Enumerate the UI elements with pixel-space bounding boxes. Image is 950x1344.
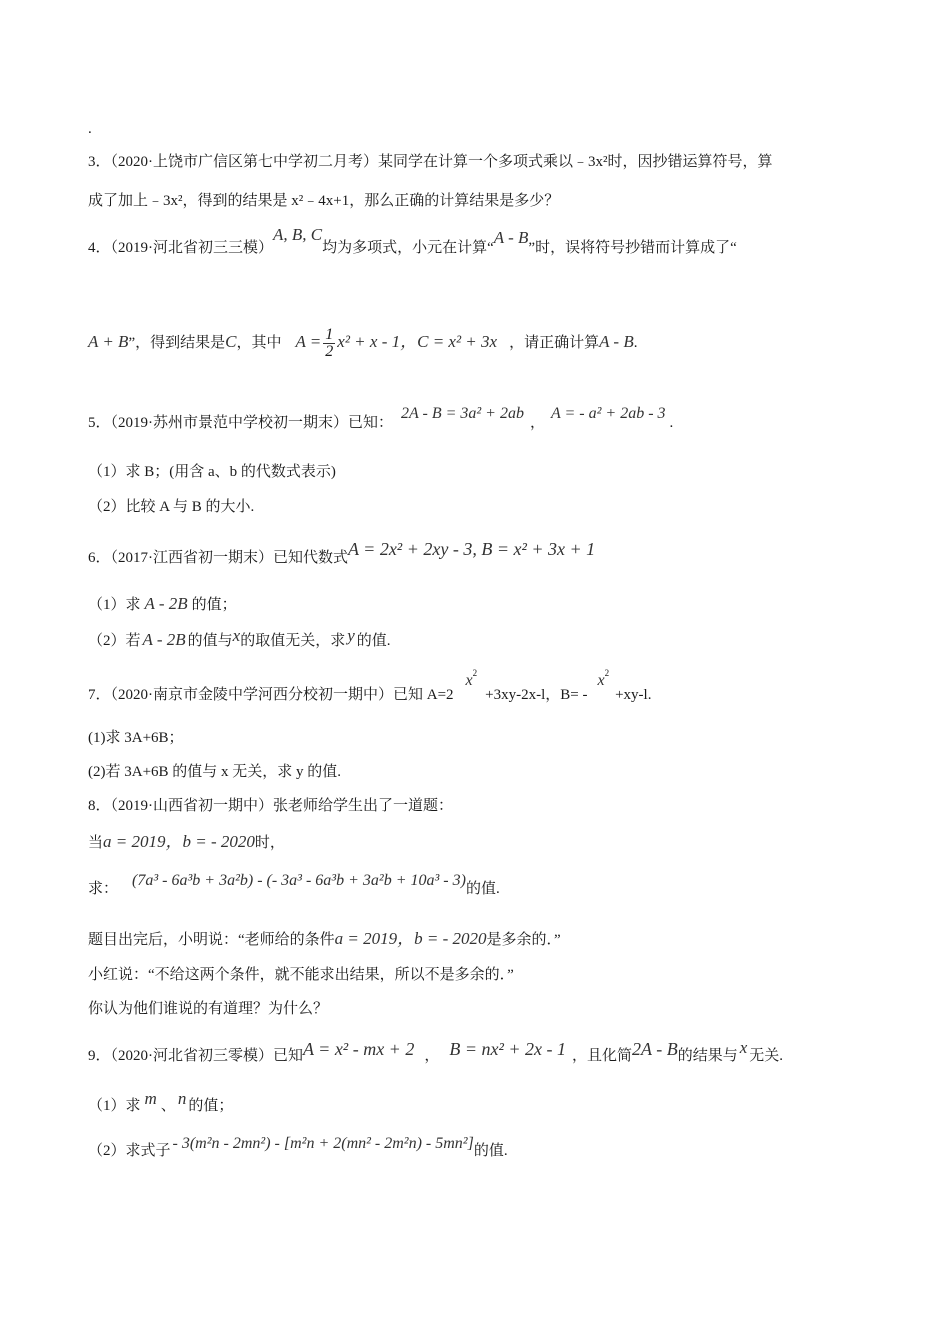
q9-sep: ， xyxy=(424,1048,440,1064)
q6-p1-expr: A - 2B xyxy=(144,594,188,613)
q8-ask xyxy=(88,872,500,900)
q8-question: 你认为他们谁说的有道理？为什么？ xyxy=(88,1001,329,1017)
q5-end: . xyxy=(669,415,674,431)
q9-p1-sep: 、 xyxy=(160,1098,176,1114)
q4-vars: A, B, C xyxy=(273,225,323,244)
q4-c-eq: C = x² + 3x xyxy=(417,332,498,351)
q5-line1 xyxy=(88,405,674,434)
q7-sup1: 2 xyxy=(472,668,478,678)
q6-part2 xyxy=(88,626,391,652)
q9-m: m xyxy=(144,1089,157,1108)
q4-l2a: ”，得到结果是 xyxy=(128,335,226,351)
q7-x2: x xyxy=(597,672,605,689)
q8-cond-a: 当 xyxy=(88,835,104,851)
q5-prefix: 5．（2019·苏州市景范中学校初一期末）已知： xyxy=(88,415,393,431)
q4-fraction: $\frac{1}{2}$ xyxy=(325,326,334,361)
q6-p2-expr: A - 2B xyxy=(142,630,186,649)
q7-line1 xyxy=(88,668,652,706)
q8-ming-a: 题目出完后，小明说：“老师给的条件 xyxy=(88,932,335,948)
q8-cond-expr: a = 2019，b = - 2020 xyxy=(103,832,255,851)
q7-part2: (2)若 3A+6B 的值与 x 无关，求 y 的值. xyxy=(88,764,342,780)
q6-p2-y: y xyxy=(347,626,355,645)
q4-a-rest: x² + x - 1， xyxy=(337,332,418,351)
q6-p1a: （1）求 xyxy=(88,597,141,613)
q6-p2d: 的值. xyxy=(356,633,391,649)
q6-prefix: 6．（2017·江西省初一期末）已知代数式 xyxy=(88,550,348,566)
q5-sep: ， xyxy=(529,415,545,431)
q4-l2c: ，请正确计算 xyxy=(509,335,600,351)
q7-end: +xy-l. xyxy=(615,687,652,703)
q5-eq2: A = - a² + 2ab - 3 xyxy=(551,405,666,422)
q4-suffix: ”时，误将符号抄错而计算成了“ xyxy=(528,240,737,256)
q5-part1: （1）求 B；(用含 a、b 的代数式表示) xyxy=(88,464,336,480)
q6-line1 xyxy=(88,539,596,569)
q9-p2-expr: - 3(m²n - 2mn²) - [m²n + 2(mn² - 2m²n) - 5mn²] xyxy=(172,1135,474,1152)
q6-p1b: 的值； xyxy=(191,597,237,613)
q7-mid: +3xy-2x-l，B= - xyxy=(485,687,588,703)
q4-end: . xyxy=(633,335,638,351)
q8-ming-b: 是多余的．” xyxy=(486,932,561,948)
q4-expr3: A - B xyxy=(599,332,634,351)
q9-part1 xyxy=(88,1089,234,1117)
q9-mid: ，且化简 xyxy=(572,1048,633,1064)
q7-sup2: 2 xyxy=(604,668,610,678)
q8-ming xyxy=(88,928,561,951)
q8-cond-b: 时， xyxy=(254,835,285,851)
q7-x1: x xyxy=(465,672,473,689)
q4-expr2: A + B xyxy=(88,332,129,351)
leading-dot: . xyxy=(88,121,92,137)
q8-hong: 小红说：“不给这两个条件，就不能求出结果，所以不是多余的．” xyxy=(88,967,514,983)
q9-eq1: A = x² - mx + 2 xyxy=(303,1039,415,1059)
q9-p2a: （2）求式子 xyxy=(88,1143,171,1159)
q4-c: C xyxy=(225,332,237,351)
q8-ask-end: 的值. xyxy=(465,881,500,897)
q7-part1: (1)求 3A+6B； xyxy=(88,730,184,746)
q9-n: n xyxy=(177,1089,187,1108)
q8-expr: (7a³ - 6a³b + 3a²b) - (- 3a³ - 6a³b + 3a²b + 10a³ - 3) xyxy=(132,872,466,889)
q4-line2 xyxy=(88,322,637,363)
q4-l2b: ，其中 xyxy=(236,335,282,351)
q9-x: x xyxy=(739,1038,748,1057)
q6-p2c: 的取值无关，求 xyxy=(240,633,346,649)
q9-mid2: 的结果与 xyxy=(677,1048,738,1064)
q6-p2a: （2）若 xyxy=(88,633,141,649)
q9-prefix: 9．（2020·河北省初三零模）已知 xyxy=(88,1048,303,1064)
q9-p1b: 的值； xyxy=(188,1098,234,1114)
q9-p1a: （1）求 xyxy=(88,1098,141,1114)
q9-eq2: B = nx² + 2x - 1 xyxy=(449,1039,567,1059)
q4-expr1: A - B xyxy=(493,228,529,247)
q6-part1 xyxy=(88,593,237,616)
q9-p2b: 的值. xyxy=(473,1143,508,1159)
q4-a-eq: A = xyxy=(295,332,322,351)
q8-ask-label: 求： xyxy=(88,881,119,897)
q7-prefix: 7．（2020·南京市金陵中学河西分校初一期中）已知 A=2 xyxy=(88,687,454,703)
q6-expr: A = 2x² + 2xy - 3, B = x² + 3x + 1 xyxy=(348,539,596,559)
q9-expr: 2A - B xyxy=(632,1039,678,1059)
q3-line1: 3．（2020·上饶市广信区第七中学初二月考）某同学在计算一个多项式乘以﹣3x²时，因抄错运算符号，算 xyxy=(88,154,773,170)
q9-part2 xyxy=(88,1135,508,1162)
q8-line1: 8．（2019·山西省初一期中）张老师给学生出了一道题： xyxy=(88,798,453,814)
q6-p2-x: x xyxy=(232,626,241,645)
q4-prefix: 4．（2019·河北省初三三模） xyxy=(88,240,273,256)
q5-part2: （2）比较 A 与 B 的大小. xyxy=(88,499,255,515)
q8-ming-expr: a = 2019，b = - 2020 xyxy=(334,929,487,948)
q4-line1 xyxy=(88,225,737,259)
q4-mid: 均为多项式，小元在计算“ xyxy=(322,240,494,256)
q8-condition xyxy=(88,831,285,854)
q5-eq1: 2A - B = 3a² + 2ab xyxy=(401,405,524,422)
q6-p2b: 的值与 xyxy=(187,633,233,649)
q9-end: 无关. xyxy=(749,1048,784,1064)
q9-line1 xyxy=(88,1038,784,1067)
q3-line2: 成了加上﹣3x²，得到的结果是 x²﹣4x+1，那么正确的计算结果是多少？ xyxy=(88,193,560,209)
